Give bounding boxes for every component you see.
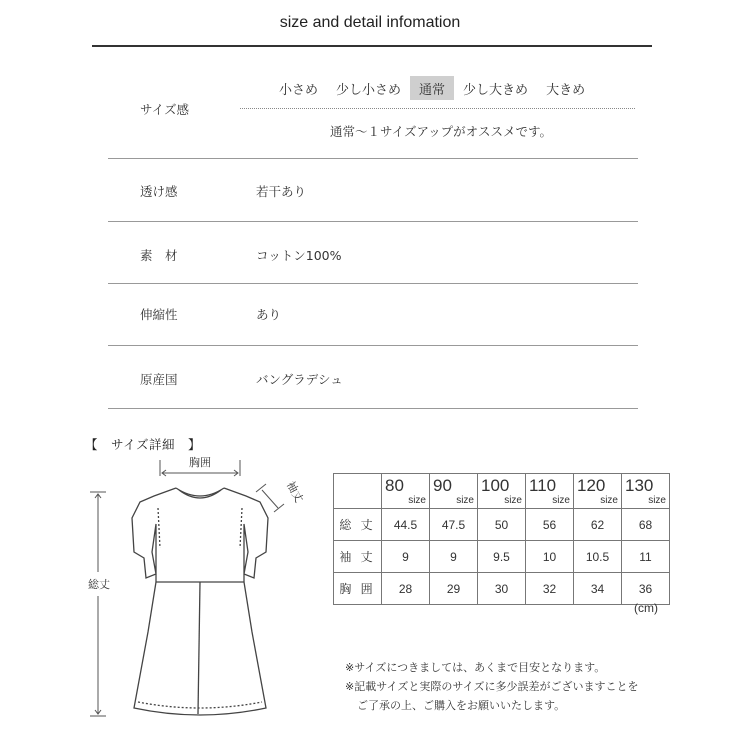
size-header-cell bbox=[430, 474, 478, 509]
table-cell: 32 bbox=[526, 573, 574, 605]
length-diagram-label: 総丈 bbox=[88, 578, 110, 591]
table-cell: 62 bbox=[574, 509, 622, 541]
table-cell: 10.5 bbox=[574, 541, 622, 573]
size-unit: size bbox=[408, 495, 426, 506]
unit-note: (cm) bbox=[634, 601, 658, 615]
table-cell: 44.5 bbox=[382, 509, 430, 541]
size-number: 90 bbox=[433, 476, 452, 495]
fit-scale bbox=[270, 76, 594, 100]
size-header-cell bbox=[526, 474, 574, 509]
table-cell: 30 bbox=[478, 573, 526, 605]
size-number: 100 bbox=[481, 476, 510, 495]
table-cell: 29 bbox=[430, 573, 478, 605]
origin-value: バングラデシュ bbox=[256, 372, 343, 387]
dress-outline bbox=[132, 488, 268, 715]
row-divider bbox=[108, 408, 638, 409]
size-header-cell bbox=[622, 474, 670, 509]
table-cell: 10 bbox=[526, 541, 574, 573]
size-number: 120 bbox=[577, 476, 606, 495]
size-header-row bbox=[334, 474, 670, 509]
size-header-cell bbox=[382, 474, 430, 509]
note-line: ※サイズにつきましては、あくまで目安となります。 bbox=[345, 661, 606, 674]
table-row bbox=[334, 509, 670, 541]
table-row bbox=[334, 541, 670, 573]
table-row bbox=[334, 573, 670, 605]
fit-scale-option: 小さめ bbox=[279, 83, 319, 98]
sleeve-diagram-label: 袖丈 bbox=[283, 479, 306, 505]
row-divider bbox=[108, 158, 638, 159]
note-line: ※記載サイズと実際のサイズに多少誤差がございますことを bbox=[345, 680, 639, 693]
table-cell: 50 bbox=[478, 509, 526, 541]
size-header-cell bbox=[574, 474, 622, 509]
size-header-cell bbox=[478, 474, 526, 509]
stretch-label: 伸縮性 bbox=[140, 307, 178, 322]
page-title: size and detail infomation bbox=[279, 14, 461, 31]
table-cell: 68 bbox=[622, 509, 670, 541]
size-number: 110 bbox=[529, 476, 557, 495]
size-unit: size bbox=[456, 495, 474, 506]
size-unit: size bbox=[552, 495, 570, 506]
chest-diagram-label: 胸囲 bbox=[189, 456, 211, 469]
stretch-value: あり bbox=[256, 307, 282, 322]
table-cell: 11 bbox=[622, 541, 670, 573]
table-cell: 56 bbox=[526, 509, 574, 541]
size-number: 130 bbox=[625, 476, 654, 495]
material-label: 素 材 bbox=[140, 248, 178, 263]
sheerness-value: 若干あり bbox=[256, 184, 307, 199]
fit-note: 通常～１サイズアップがオススメです。 bbox=[330, 124, 553, 139]
note-line: ご了承の上、ご購入をお願いいたします。 bbox=[357, 699, 566, 712]
table-cell: 9.5 bbox=[478, 541, 526, 573]
fit-scale-option: 大きめ bbox=[546, 83, 586, 98]
table-cell: 47.5 bbox=[430, 509, 478, 541]
table-corner-cell bbox=[334, 474, 382, 509]
fit-scale-option: 少し大きめ bbox=[463, 83, 529, 98]
title-divider bbox=[92, 45, 652, 47]
row-divider bbox=[108, 221, 638, 222]
sheerness-label: 透け感 bbox=[140, 184, 178, 199]
row-header-sleeve: 袖 丈 bbox=[334, 541, 382, 573]
row-header-length: 総 丈 bbox=[334, 509, 382, 541]
table-cell: 9 bbox=[430, 541, 478, 573]
table-cell: 28 bbox=[382, 573, 430, 605]
material-value: コットン100% bbox=[256, 248, 342, 263]
size-unit: size bbox=[504, 495, 522, 506]
row-divider bbox=[108, 283, 638, 284]
row-header-chest: 胸 囲 bbox=[334, 573, 382, 605]
table-cell: 9 bbox=[382, 541, 430, 573]
size-unit: size bbox=[648, 495, 666, 506]
table-cell: 34 bbox=[574, 573, 622, 605]
fit-scale-option: 少し小さめ bbox=[336, 83, 402, 98]
fit-label: サイズ感 bbox=[140, 102, 190, 117]
origin-label: 原産国 bbox=[140, 372, 178, 387]
size-detail-heading: 【 サイズ詳細 】 bbox=[85, 437, 202, 452]
row-divider bbox=[108, 345, 638, 346]
sleeve-measure-line bbox=[262, 490, 278, 508]
size-unit: size bbox=[600, 495, 618, 506]
table-cell: 36 bbox=[622, 573, 670, 605]
dress-diagram bbox=[80, 452, 320, 724]
fit-scale-dotted-line bbox=[240, 108, 635, 109]
fit-scale-option-selected: 通常 bbox=[410, 76, 454, 100]
size-table bbox=[333, 473, 670, 605]
size-number: 80 bbox=[385, 476, 404, 495]
